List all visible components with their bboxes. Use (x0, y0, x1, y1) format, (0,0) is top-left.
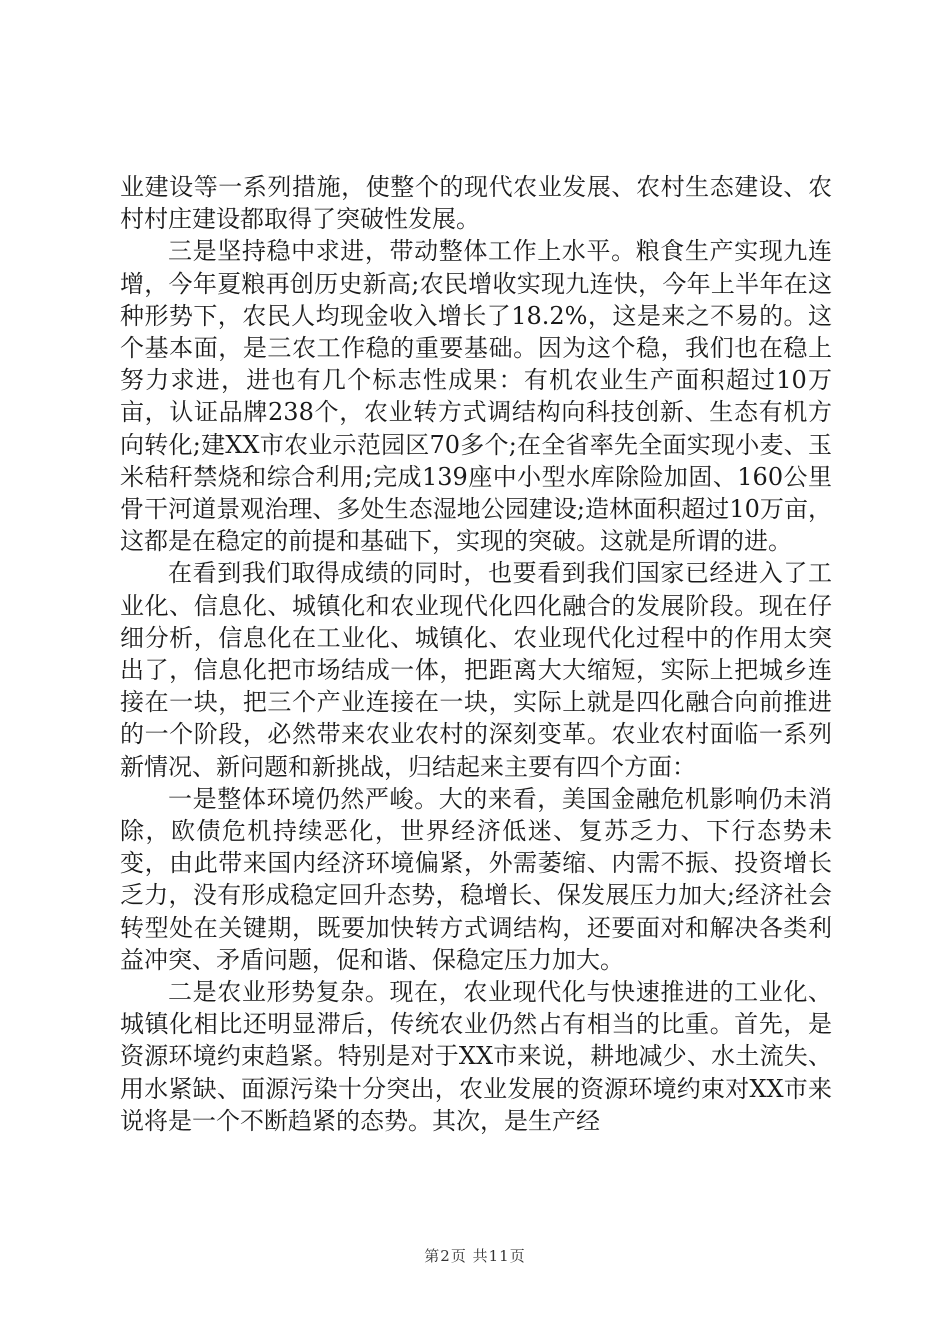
document-body (120, 171, 832, 1137)
paragraph-continuation: 业建设等一系列措施，使整个的现代农业发展、农村生态建设、农村村庄建设都取得了突破性发展。 (120, 173, 832, 234)
paragraph-environment: 一是整体环境仍然严峻。大的来看，美国金融危机影响仍未消除，欧债危机持续恶化，世界经济低迷、复苏乏力、下行态势未变，由此带来国内经济环境偏紧，外需萎缩、内需不振、投资增长乏力，没有形成稳定回升态势，稳增长、保发展压力加大;经济社会转型处在关键期，既要加快转方式调结构，还要面对和解决各类利益冲突、矛盾问题，促和谐、保稳定压力加大。 (120, 784, 832, 974)
paragraph-challenges-intro: 在看到我们取得成绩的同时，也要看到我们国家已经进入了工业化、信息化、城镇化和农业现代化四化融合的发展阶段。现在仔细分析，信息化在工业化、城镇化、农业现代化过程中的作用太突出了，信息化把市场结成一体，把距离大大缩短，实际上把城乡连接在一块，把三个产业连接在一块，实际上就是四化融合向前推进的一个阶段，必然带来农业农村的深刻变革。农业农村面临一系列新情况、新问题和新挑战，归结起来主要有四个方面： (120, 559, 832, 781)
paragraph-agriculture: 二是农业形势复杂。现在，农业现代化与快速推进的工业化、城镇化相比还明显滞后，传统农业仍然占有相当的比重。首先，是资源环境约束趋紧。特别是对于XX市来说，耕地减少、水土流失、用水紧缺、面源污染十分突出，农业发展的资源环境约束对XX市来说将是一个不断趋紧的态势。其次，是生产经 (120, 978, 832, 1135)
paragraph-achievements: 三是坚持稳中求进，带动整体工作上水平。粮食生产实现九连增，今年夏粮再创历史新高;农民增收实现九连快，今年上半年在这种形势下，农民人均现金收入增长了18.2%，这是来之不易的。这个基本面，是三农工作稳的重要基础。因为这个稳，我们也在稳上努力求进，进也有几个标志性成果：有机农业生产面积超过10万亩，认证品牌238个，农业转方式调结构向科技创新、生态有机方向转化;建XX市农业示范园区70多个;在全省率先全面实现小麦、玉米秸秆禁烧和综合利用;完成139座中小型水库除险加固、160公里骨干河道景观治理、多处生态湿地公园建设;造林面积超过10万亩，这都是在稳定的前提和基础下，实现的突破。这就是所谓的进。 (120, 237, 832, 556)
page-number: 第2页 共11页 (424, 1247, 526, 1265)
